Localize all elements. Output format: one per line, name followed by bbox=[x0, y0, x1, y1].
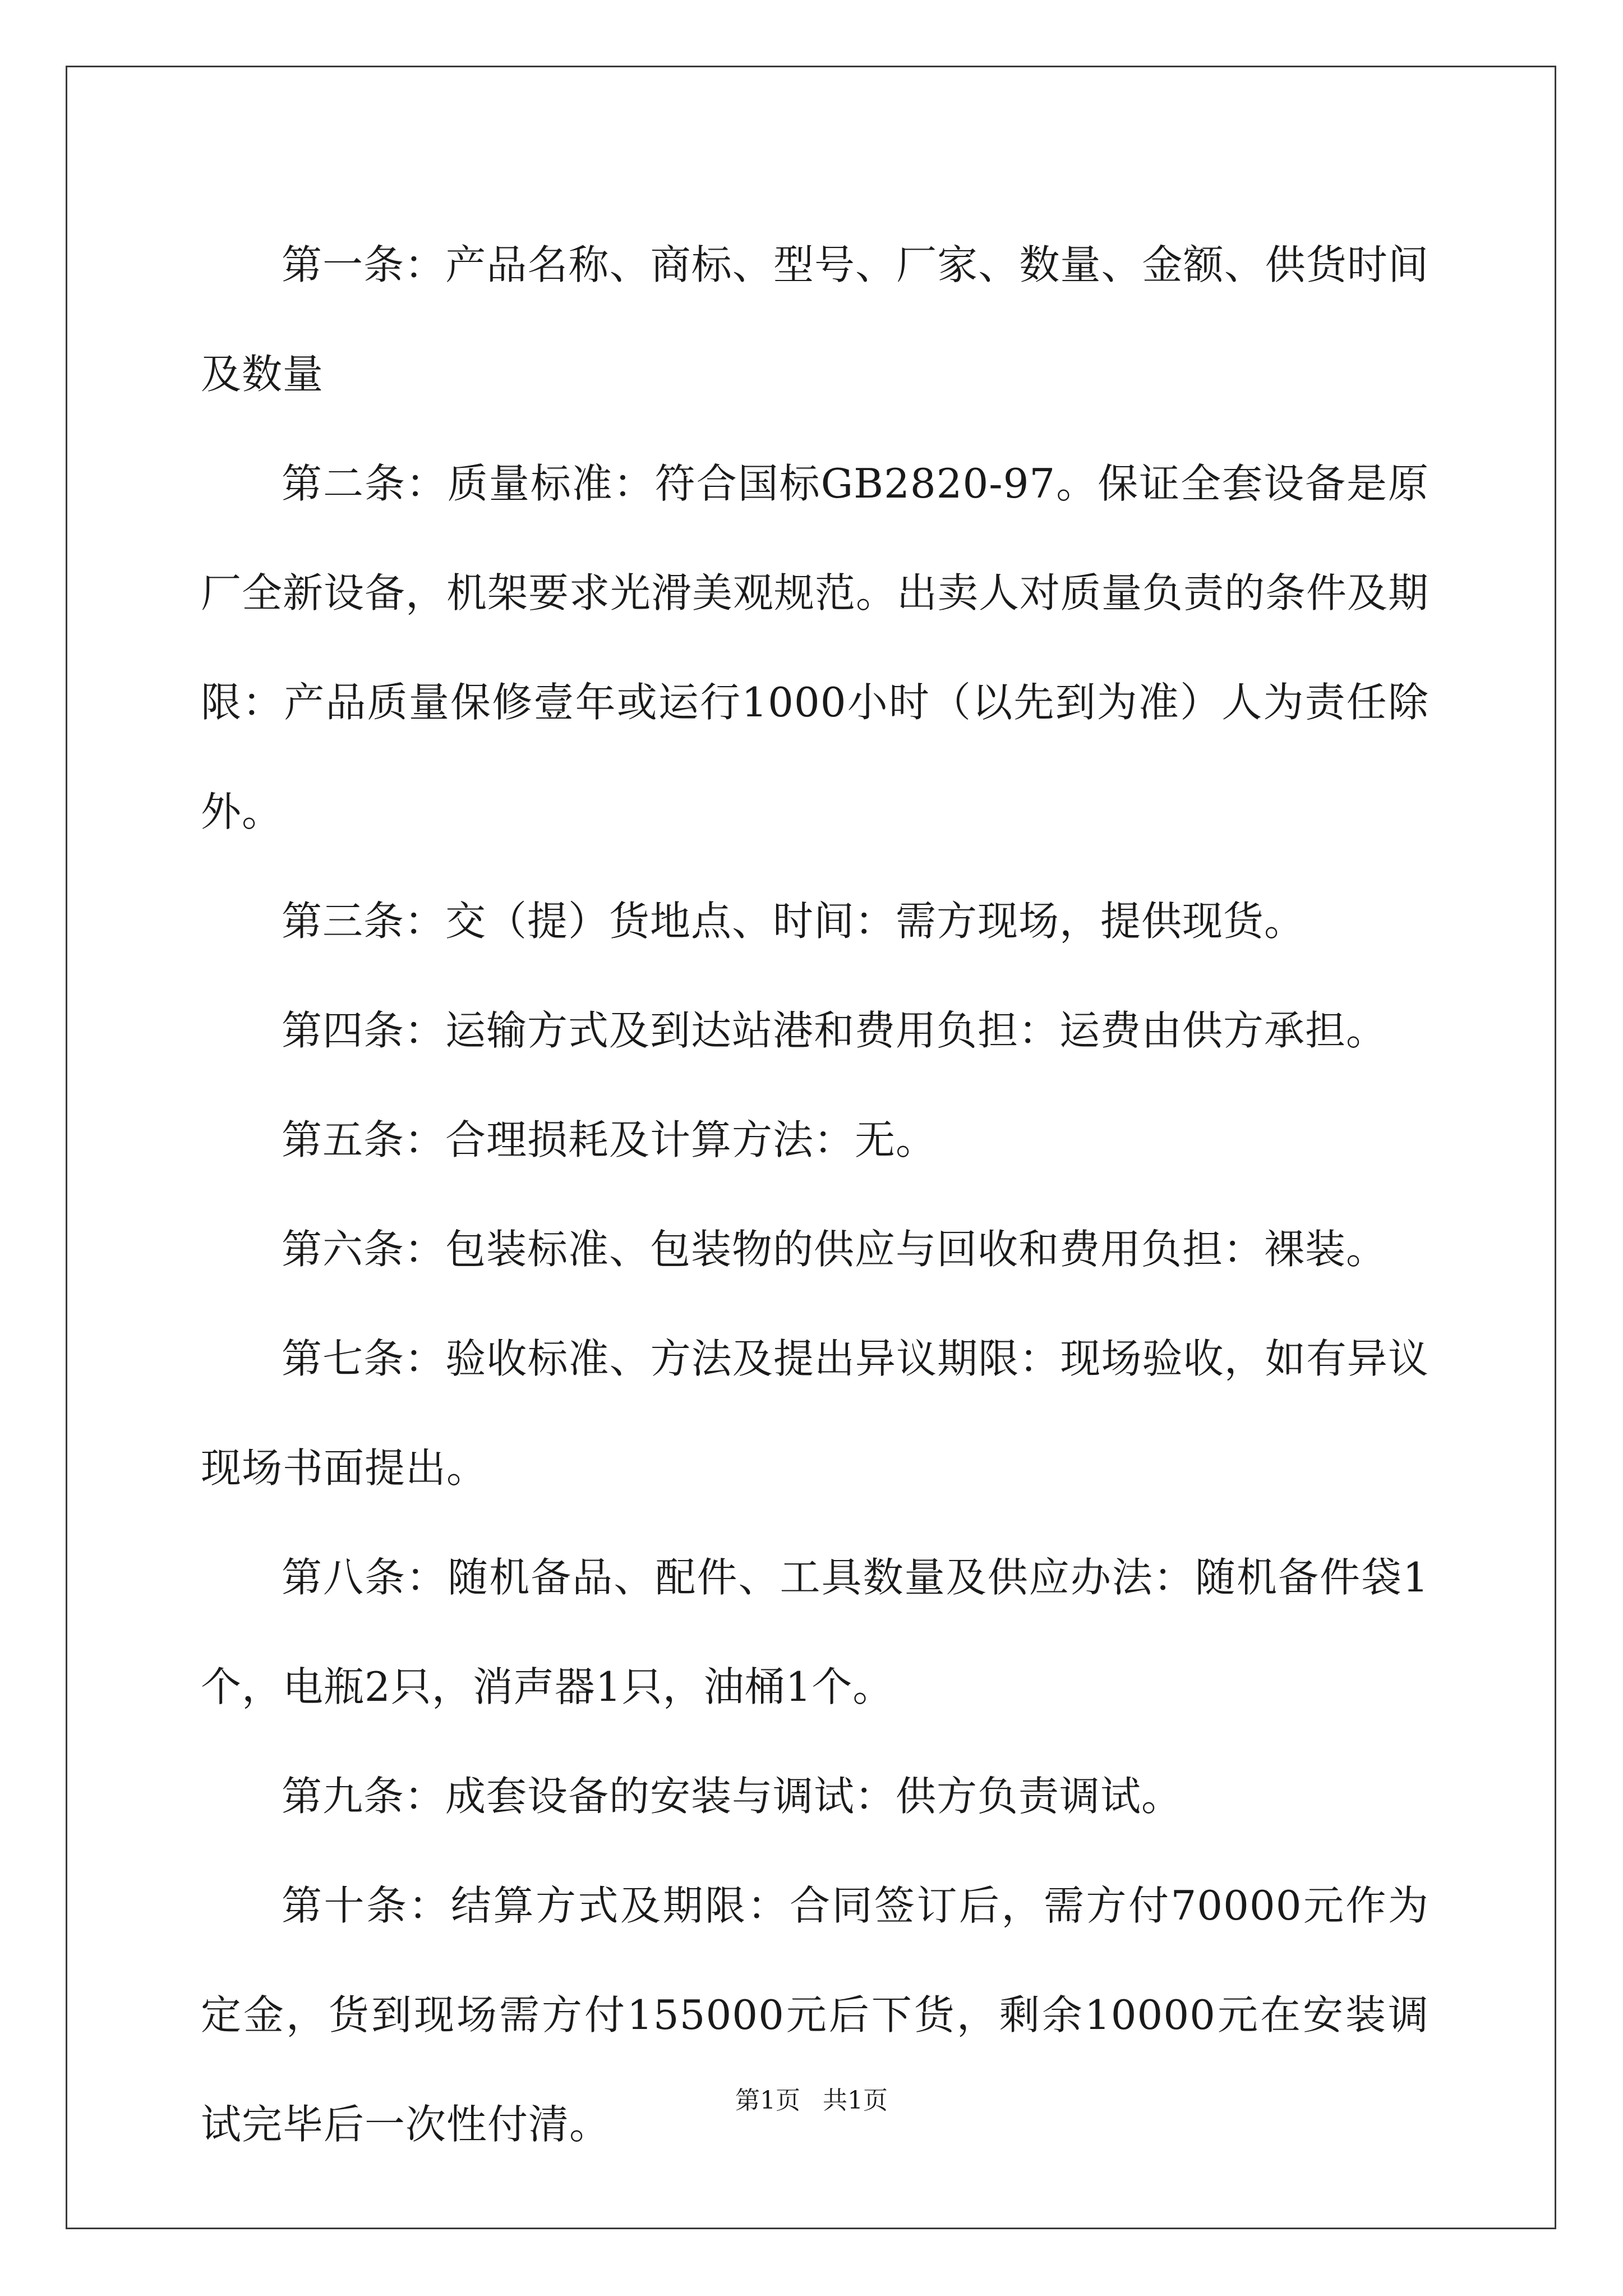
article-9: 第九条：成套设备的安装与调试：供方负责调试。 bbox=[282, 1773, 1183, 1820]
article-3: 第三条：交（提）货地点、时间：需方现场，提供现货。 bbox=[282, 898, 1306, 945]
page-footer bbox=[0, 2084, 1623, 2118]
article-7: 第七条：验收标准、方法及提出异议期限：现场验收，如有异议现场书面提出。 bbox=[201, 1335, 1429, 1492]
article-5: 第五条：合理损耗及计算方法：无。 bbox=[282, 1116, 937, 1163]
article-6: 第六条：包装标准、包装物的供应与回收和费用负担：裸装。 bbox=[282, 1226, 1387, 1273]
document-body bbox=[201, 210, 1429, 2179]
page-number-current: 第1页 bbox=[735, 2086, 800, 2115]
article-8: 第八条：随机备品、配件、工具数量及供应办法：随机备件袋1个，电瓶2只，消声器1只，油桶1个。 bbox=[201, 1554, 1429, 1710]
article-4: 第四条：运输方式及到达站港和费用负担：运费由供方承担。 bbox=[282, 1007, 1387, 1054]
article-10: 第十条：结算方式及期限：合同签订后，需方付70000元作为定金，货到现场需方付155000元后下货，剩余10000元在安装调试完毕后一次性付清。 bbox=[201, 1882, 1429, 2148]
article-1: 第一条：产品名称、商标、型号、厂家、数量、金额、供货时间及数量 bbox=[201, 241, 1429, 398]
article-2: 第二条：质量标准：符合国标GB2820-97。保证全套设备是原厂全新设备，机架要求光滑美观规范。出卖人对质量负责的条件及期限：产品质量保修壹年或运行1000小时（以先到为准）人为责任除外。 bbox=[201, 460, 1430, 835]
page-number-total: 共1页 bbox=[823, 2086, 888, 2115]
